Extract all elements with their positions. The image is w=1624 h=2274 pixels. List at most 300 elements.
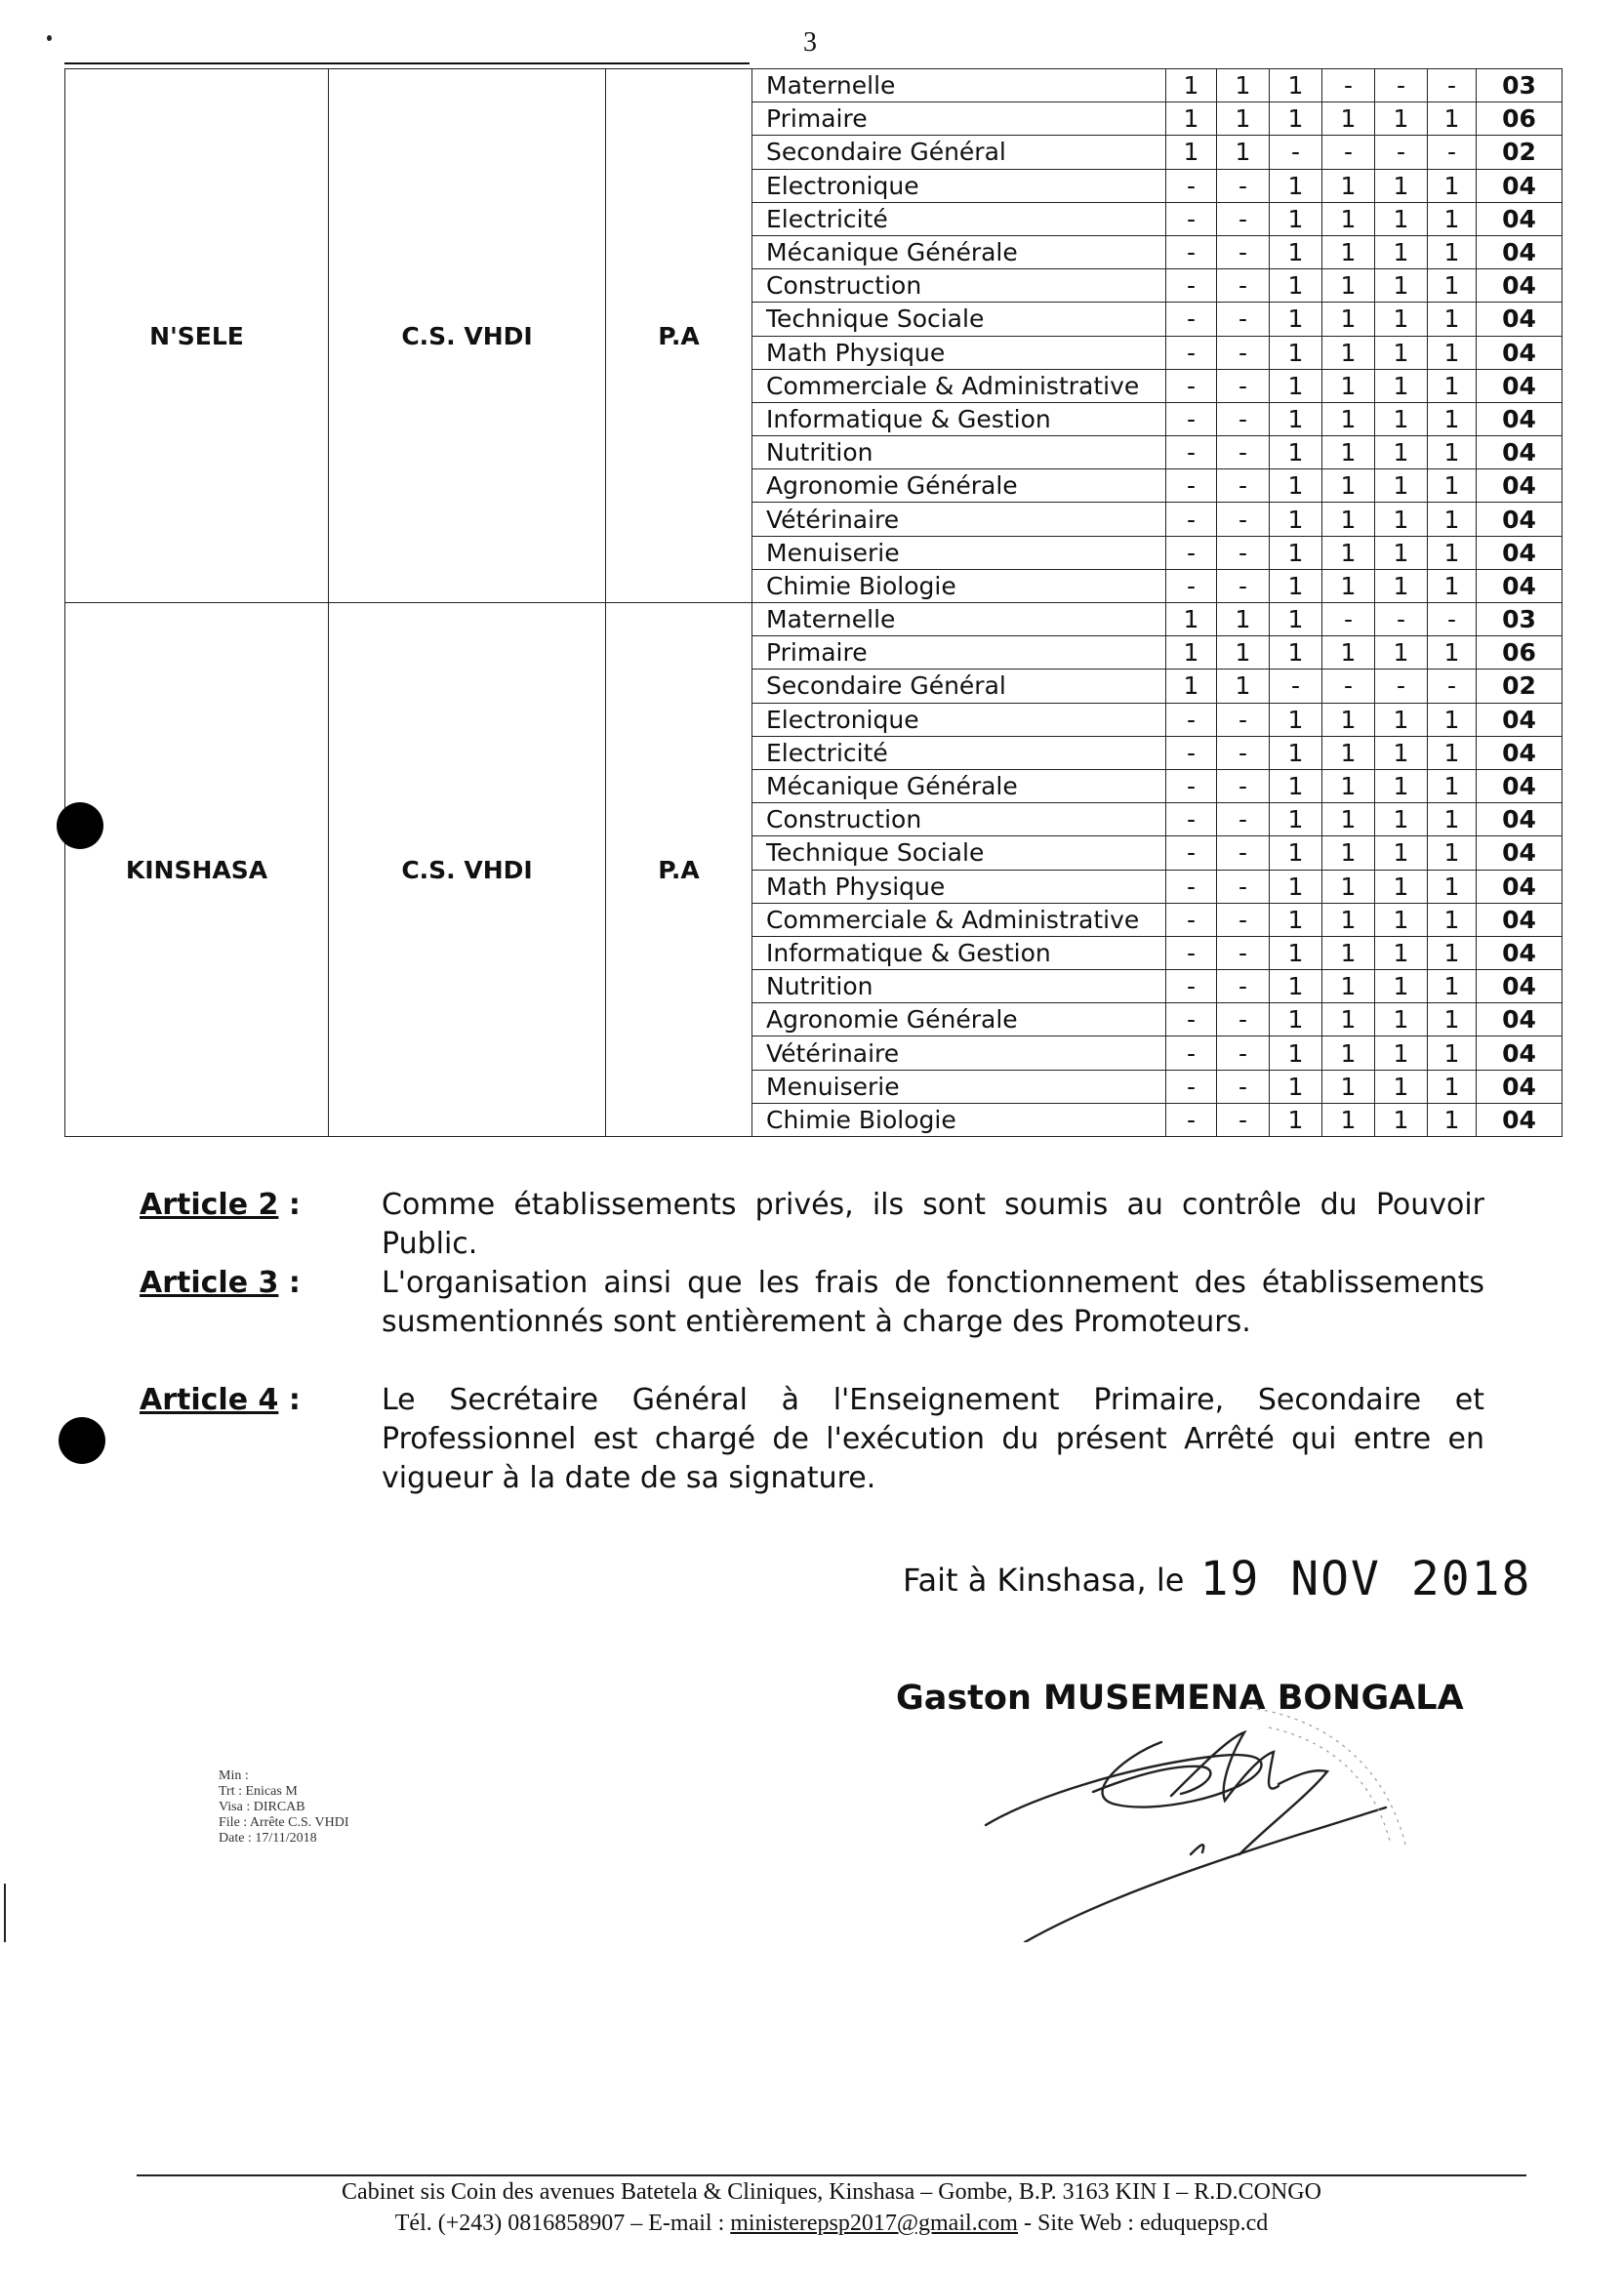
class-count-cell-4: - bbox=[1322, 670, 1375, 703]
class-count-cell-6: - bbox=[1428, 670, 1477, 703]
class-count-cell-4: - bbox=[1322, 69, 1375, 102]
total-cell: 04 bbox=[1477, 269, 1563, 303]
class-count-cell-4: 1 bbox=[1322, 169, 1375, 202]
class-count-cell-3: 1 bbox=[1270, 736, 1322, 769]
class-count-cell-6: 1 bbox=[1428, 803, 1477, 836]
article-text: Comme établissements privés, ils sont soumis au contrôle du Pouvoir Public. bbox=[382, 1188, 1484, 1261]
footer-phone: Tél. (+243) 0816858907 – E-mail : bbox=[394, 2211, 731, 2236]
class-count-cell-2: - bbox=[1217, 369, 1270, 402]
class-count-cell-2: 1 bbox=[1217, 102, 1270, 136]
class-count-cell-1: - bbox=[1166, 1070, 1217, 1103]
total-cell: 02 bbox=[1477, 670, 1563, 703]
class-count-cell-3: 1 bbox=[1270, 536, 1322, 569]
class-count-cell-5: - bbox=[1375, 136, 1428, 169]
class-count-cell-2: - bbox=[1217, 235, 1270, 268]
article-2 bbox=[140, 1186, 1486, 1261]
class-count-cell-6: 1 bbox=[1428, 970, 1477, 1003]
total-cell: 04 bbox=[1477, 836, 1563, 870]
class-count-cell-6: 1 bbox=[1428, 202, 1477, 235]
class-count-cell-2: - bbox=[1217, 269, 1270, 303]
class-count-cell-4: 1 bbox=[1322, 903, 1375, 936]
class-count-cell-4: 1 bbox=[1322, 936, 1375, 969]
total-cell: 04 bbox=[1477, 569, 1563, 602]
class-count-cell-1: - bbox=[1166, 536, 1217, 569]
status-cell: P.A bbox=[606, 603, 752, 1137]
class-count-cell-2: 1 bbox=[1217, 670, 1270, 703]
option-cell: Mécanique Générale bbox=[752, 235, 1166, 268]
option-cell: Technique Sociale bbox=[752, 303, 1166, 336]
class-count-cell-6: 1 bbox=[1428, 303, 1477, 336]
option-cell: Menuiserie bbox=[752, 536, 1166, 569]
class-count-cell-4: 1 bbox=[1322, 402, 1375, 435]
total-cell: 04 bbox=[1477, 1103, 1563, 1136]
class-count-cell-1: - bbox=[1166, 803, 1217, 836]
footer bbox=[137, 2176, 1526, 2239]
class-count-cell-3: 1 bbox=[1270, 703, 1322, 736]
class-count-cell-1: 1 bbox=[1166, 670, 1217, 703]
class-count-cell-6: 1 bbox=[1428, 269, 1477, 303]
class-count-cell-5: 1 bbox=[1375, 369, 1428, 402]
total-cell: 04 bbox=[1477, 1036, 1563, 1070]
class-count-cell-3: 1 bbox=[1270, 803, 1322, 836]
class-count-cell-5: 1 bbox=[1375, 1103, 1428, 1136]
class-count-cell-1: - bbox=[1166, 836, 1217, 870]
class-count-cell-6: - bbox=[1428, 69, 1477, 102]
class-count-cell-2: - bbox=[1217, 936, 1270, 969]
option-cell: Electricité bbox=[752, 736, 1166, 769]
class-count-cell-4: 1 bbox=[1322, 1070, 1375, 1103]
table-body bbox=[65, 69, 1563, 1137]
class-count-cell-6: 1 bbox=[1428, 903, 1477, 936]
total-cell: 04 bbox=[1477, 503, 1563, 536]
class-count-cell-4: - bbox=[1322, 136, 1375, 169]
class-count-cell-6: 1 bbox=[1428, 1103, 1477, 1136]
memo-line: Date : 17/11/2018 bbox=[219, 1831, 317, 1846]
total-cell: 02 bbox=[1477, 136, 1563, 169]
class-count-cell-3: - bbox=[1270, 670, 1322, 703]
class-count-cell-3: 1 bbox=[1270, 836, 1322, 870]
class-count-cell-5: - bbox=[1375, 69, 1428, 102]
class-count-cell-1: - bbox=[1166, 202, 1217, 235]
schools-options-table bbox=[64, 68, 1563, 1137]
option-cell: Secondaire Général bbox=[752, 670, 1166, 703]
class-count-cell-1: - bbox=[1166, 436, 1217, 469]
class-count-cell-5: 1 bbox=[1375, 703, 1428, 736]
class-count-cell-5: 1 bbox=[1375, 736, 1428, 769]
class-count-cell-4: 1 bbox=[1322, 836, 1375, 870]
class-count-cell-3: 1 bbox=[1270, 202, 1322, 235]
class-count-cell-5: 1 bbox=[1375, 636, 1428, 670]
class-count-cell-3: 1 bbox=[1270, 603, 1322, 636]
option-cell: Math Physique bbox=[752, 870, 1166, 903]
class-count-cell-6: 1 bbox=[1428, 936, 1477, 969]
class-count-cell-1: - bbox=[1166, 169, 1217, 202]
class-count-cell-1: - bbox=[1166, 936, 1217, 969]
option-cell: Menuiserie bbox=[752, 1070, 1166, 1103]
class-count-cell-6: 1 bbox=[1428, 369, 1477, 402]
footer-site-label: - Site Web : bbox=[1017, 2211, 1140, 2236]
article-text: L'organisation ainsi que les frais de fonctionnement des établissements susmentionnés sont entièrement à charge des Promoteurs. bbox=[382, 1266, 1484, 1339]
class-count-cell-5: - bbox=[1375, 603, 1428, 636]
class-count-cell-2: - bbox=[1217, 503, 1270, 536]
class-count-cell-3: 1 bbox=[1270, 970, 1322, 1003]
total-cell: 04 bbox=[1477, 235, 1563, 268]
class-count-cell-5: 1 bbox=[1375, 102, 1428, 136]
class-count-cell-4: 1 bbox=[1322, 569, 1375, 602]
class-count-cell-5: - bbox=[1375, 670, 1428, 703]
class-count-cell-4: 1 bbox=[1322, 336, 1375, 369]
class-count-cell-6: 1 bbox=[1428, 1036, 1477, 1070]
class-count-cell-2: - bbox=[1217, 1036, 1270, 1070]
option-cell: Math Physique bbox=[752, 336, 1166, 369]
total-cell: 04 bbox=[1477, 436, 1563, 469]
class-count-cell-3: 1 bbox=[1270, 303, 1322, 336]
school-cell: C.S. VHDI bbox=[329, 69, 606, 603]
option-cell: Vétérinaire bbox=[752, 503, 1166, 536]
option-cell: Technique Sociale bbox=[752, 836, 1166, 870]
class-count-cell-5: 1 bbox=[1375, 769, 1428, 802]
option-cell: Mécanique Générale bbox=[752, 769, 1166, 802]
class-count-cell-3: 1 bbox=[1270, 402, 1322, 435]
option-cell: Commerciale & Administrative bbox=[752, 903, 1166, 936]
class-count-cell-1: - bbox=[1166, 903, 1217, 936]
total-cell: 04 bbox=[1477, 870, 1563, 903]
class-count-cell-1: - bbox=[1166, 769, 1217, 802]
class-count-cell-5: 1 bbox=[1375, 870, 1428, 903]
class-count-cell-1: - bbox=[1166, 336, 1217, 369]
memo-line: Trt : Enicas M bbox=[219, 1784, 298, 1799]
class-count-cell-2: - bbox=[1217, 1003, 1270, 1036]
class-count-cell-2: - bbox=[1217, 769, 1270, 802]
class-count-cell-3: 1 bbox=[1270, 235, 1322, 268]
class-count-cell-4: 1 bbox=[1322, 469, 1375, 503]
memo-line: Min : bbox=[219, 1768, 249, 1783]
option-cell: Agronomie Générale bbox=[752, 469, 1166, 503]
total-cell: 06 bbox=[1477, 102, 1563, 136]
class-count-cell-2: - bbox=[1217, 402, 1270, 435]
class-count-cell-6: 1 bbox=[1428, 703, 1477, 736]
class-count-cell-3: 1 bbox=[1270, 1103, 1322, 1136]
class-count-cell-3: 1 bbox=[1270, 436, 1322, 469]
class-count-cell-2: - bbox=[1217, 169, 1270, 202]
class-count-cell-5: 1 bbox=[1375, 970, 1428, 1003]
class-count-cell-4: 1 bbox=[1322, 303, 1375, 336]
class-count-cell-6: 1 bbox=[1428, 336, 1477, 369]
class-count-cell-4: 1 bbox=[1322, 636, 1375, 670]
commune-cell: KINSHASA bbox=[65, 603, 329, 1137]
article-label: Article 2 bbox=[140, 1188, 279, 1222]
class-count-cell-5: 1 bbox=[1375, 436, 1428, 469]
class-count-cell-2: - bbox=[1217, 970, 1270, 1003]
handwritten-signature bbox=[976, 1698, 1425, 1942]
class-count-cell-4: 1 bbox=[1322, 870, 1375, 903]
class-count-cell-6: 1 bbox=[1428, 102, 1477, 136]
class-count-cell-1: - bbox=[1166, 569, 1217, 602]
class-count-cell-3: 1 bbox=[1270, 1003, 1322, 1036]
total-cell: 04 bbox=[1477, 402, 1563, 435]
class-count-cell-1: 1 bbox=[1166, 69, 1217, 102]
class-count-cell-3: 1 bbox=[1270, 870, 1322, 903]
class-count-cell-1: 1 bbox=[1166, 636, 1217, 670]
option-cell: Primaire bbox=[752, 636, 1166, 670]
total-cell: 03 bbox=[1477, 603, 1563, 636]
class-count-cell-4: 1 bbox=[1322, 369, 1375, 402]
option-cell: Agronomie Générale bbox=[752, 1003, 1166, 1036]
memo-block bbox=[219, 1768, 349, 1847]
class-count-cell-1: 1 bbox=[1166, 136, 1217, 169]
class-count-cell-1: - bbox=[1166, 235, 1217, 268]
footer-address: Cabinet sis Coin des avenues Batetela & Cliniques, Kinshasa – Gombe, B.P. 3163 KIN I – R.D.CONGO bbox=[342, 2179, 1321, 2205]
option-cell: Informatique & Gestion bbox=[752, 402, 1166, 435]
class-count-cell-3: 1 bbox=[1270, 636, 1322, 670]
option-cell: Construction bbox=[752, 269, 1166, 303]
class-count-cell-6: - bbox=[1428, 136, 1477, 169]
page-number: 3 bbox=[803, 27, 817, 58]
class-count-cell-6: 1 bbox=[1428, 836, 1477, 870]
class-count-cell-2: - bbox=[1217, 1103, 1270, 1136]
option-cell: Electronique bbox=[752, 703, 1166, 736]
option-cell: Chimie Biologie bbox=[752, 1103, 1166, 1136]
table-row bbox=[65, 603, 1563, 636]
class-count-cell-1: - bbox=[1166, 1003, 1217, 1036]
class-count-cell-2: - bbox=[1217, 536, 1270, 569]
margin-mark bbox=[4, 1884, 6, 1942]
class-count-cell-2: - bbox=[1217, 469, 1270, 503]
memo-line: Visa : DIRCAB bbox=[219, 1800, 305, 1814]
class-count-cell-4: 1 bbox=[1322, 736, 1375, 769]
article-4 bbox=[140, 1381, 1486, 1498]
class-count-cell-5: 1 bbox=[1375, 1070, 1428, 1103]
total-cell: 04 bbox=[1477, 469, 1563, 503]
class-count-cell-3: 1 bbox=[1270, 903, 1322, 936]
class-count-cell-1: - bbox=[1166, 1103, 1217, 1136]
class-count-cell-4: 1 bbox=[1322, 102, 1375, 136]
class-count-cell-3: 1 bbox=[1270, 503, 1322, 536]
class-count-cell-6: 1 bbox=[1428, 636, 1477, 670]
class-count-cell-4: 1 bbox=[1322, 536, 1375, 569]
total-cell: 03 bbox=[1477, 69, 1563, 102]
class-count-cell-3: 1 bbox=[1270, 769, 1322, 802]
article-sep: : bbox=[278, 1266, 301, 1300]
place-prefix: Fait à Kinshasa, le bbox=[903, 1562, 1185, 1599]
punch-hole-bottom bbox=[59, 1417, 105, 1464]
top-rule bbox=[64, 62, 750, 64]
option-cell: Construction bbox=[752, 803, 1166, 836]
class-count-cell-3: 1 bbox=[1270, 169, 1322, 202]
total-cell: 04 bbox=[1477, 769, 1563, 802]
article-label: Article 4 bbox=[140, 1383, 279, 1417]
total-cell: 04 bbox=[1477, 970, 1563, 1003]
article-label: Article 3 bbox=[140, 1266, 279, 1300]
option-cell: Maternelle bbox=[752, 69, 1166, 102]
class-count-cell-2: - bbox=[1217, 703, 1270, 736]
class-count-cell-5: 1 bbox=[1375, 269, 1428, 303]
class-count-cell-1: - bbox=[1166, 736, 1217, 769]
status-cell: P.A bbox=[606, 69, 752, 603]
total-cell: 04 bbox=[1477, 936, 1563, 969]
article-sep: : bbox=[278, 1383, 301, 1417]
class-count-cell-4: 1 bbox=[1322, 769, 1375, 802]
class-count-cell-2: - bbox=[1217, 736, 1270, 769]
class-count-cell-2: 1 bbox=[1217, 603, 1270, 636]
class-count-cell-2: - bbox=[1217, 903, 1270, 936]
class-count-cell-5: 1 bbox=[1375, 536, 1428, 569]
class-count-cell-2: - bbox=[1217, 569, 1270, 602]
class-count-cell-2: 1 bbox=[1217, 636, 1270, 670]
footer-contact bbox=[137, 2208, 1526, 2239]
class-count-cell-4: - bbox=[1322, 603, 1375, 636]
class-count-cell-3: 1 bbox=[1270, 1036, 1322, 1070]
option-cell: Nutrition bbox=[752, 436, 1166, 469]
class-count-cell-5: 1 bbox=[1375, 936, 1428, 969]
class-count-cell-1: - bbox=[1166, 402, 1217, 435]
class-count-cell-3: 1 bbox=[1270, 369, 1322, 402]
class-count-cell-4: 1 bbox=[1322, 1103, 1375, 1136]
class-count-cell-2: - bbox=[1217, 870, 1270, 903]
table-row bbox=[65, 69, 1563, 102]
class-count-cell-2: - bbox=[1217, 336, 1270, 369]
class-count-cell-4: 1 bbox=[1322, 803, 1375, 836]
total-cell: 04 bbox=[1477, 1070, 1563, 1103]
class-count-cell-5: 1 bbox=[1375, 903, 1428, 936]
option-cell: Primaire bbox=[752, 102, 1166, 136]
class-count-cell-1: - bbox=[1166, 303, 1217, 336]
class-count-cell-1: 1 bbox=[1166, 102, 1217, 136]
class-count-cell-4: 1 bbox=[1322, 436, 1375, 469]
class-count-cell-1: - bbox=[1166, 269, 1217, 303]
option-cell: Vétérinaire bbox=[752, 1036, 1166, 1070]
option-cell: Maternelle bbox=[752, 603, 1166, 636]
option-cell: Informatique & Gestion bbox=[752, 936, 1166, 969]
class-count-cell-6: 1 bbox=[1428, 736, 1477, 769]
total-cell: 04 bbox=[1477, 536, 1563, 569]
class-count-cell-3: 1 bbox=[1270, 102, 1322, 136]
class-count-cell-4: 1 bbox=[1322, 970, 1375, 1003]
class-count-cell-3: 1 bbox=[1270, 269, 1322, 303]
class-count-cell-6: 1 bbox=[1428, 469, 1477, 503]
footer-email-link[interactable]: ministerepsp2017@gmail.com bbox=[730, 2211, 1018, 2236]
total-cell: 04 bbox=[1477, 303, 1563, 336]
class-count-cell-5: 1 bbox=[1375, 202, 1428, 235]
class-count-cell-3: 1 bbox=[1270, 336, 1322, 369]
class-count-cell-2: - bbox=[1217, 436, 1270, 469]
class-count-cell-2: 1 bbox=[1217, 69, 1270, 102]
class-count-cell-4: 1 bbox=[1322, 202, 1375, 235]
class-count-cell-5: 1 bbox=[1375, 235, 1428, 268]
article-sep: : bbox=[278, 1188, 301, 1222]
class-count-cell-5: 1 bbox=[1375, 402, 1428, 435]
class-count-cell-6: 1 bbox=[1428, 503, 1477, 536]
class-count-cell-3: 1 bbox=[1270, 936, 1322, 969]
punch-hole-top bbox=[57, 802, 103, 849]
class-count-cell-1: - bbox=[1166, 469, 1217, 503]
place-date-line bbox=[903, 1552, 1531, 1606]
footer-website-link[interactable]: eduquepsp.cd bbox=[1139, 2211, 1269, 2236]
class-count-cell-4: 1 bbox=[1322, 703, 1375, 736]
article-text: Le Secrétaire Général à l'Enseignement Primaire, Secondaire et Professionnel est chargé de l'exécution du présent Arrêté qui entre en vigueur à la date de sa signature. bbox=[382, 1383, 1484, 1495]
total-cell: 04 bbox=[1477, 202, 1563, 235]
total-cell: 04 bbox=[1477, 336, 1563, 369]
class-count-cell-3: 1 bbox=[1270, 69, 1322, 102]
class-count-cell-2: - bbox=[1217, 202, 1270, 235]
class-count-cell-3: 1 bbox=[1270, 469, 1322, 503]
class-count-cell-1: - bbox=[1166, 503, 1217, 536]
class-count-cell-4: 1 bbox=[1322, 503, 1375, 536]
class-count-cell-5: 1 bbox=[1375, 803, 1428, 836]
total-cell: 04 bbox=[1477, 903, 1563, 936]
option-cell: Secondaire Général bbox=[752, 136, 1166, 169]
article-3 bbox=[140, 1264, 1486, 1342]
class-count-cell-3: 1 bbox=[1270, 1070, 1322, 1103]
class-count-cell-5: 1 bbox=[1375, 303, 1428, 336]
total-cell: 04 bbox=[1477, 369, 1563, 402]
class-count-cell-5: 1 bbox=[1375, 469, 1428, 503]
total-cell: 04 bbox=[1477, 736, 1563, 769]
signer-name: Gaston MUSEMENA BONGALA bbox=[896, 1679, 1464, 1718]
class-count-cell-4: 1 bbox=[1322, 269, 1375, 303]
class-count-cell-6: 1 bbox=[1428, 1003, 1477, 1036]
class-count-cell-6: 1 bbox=[1428, 1070, 1477, 1103]
class-count-cell-6: 1 bbox=[1428, 536, 1477, 569]
class-count-cell-5: 1 bbox=[1375, 503, 1428, 536]
class-count-cell-6: 1 bbox=[1428, 569, 1477, 602]
option-cell: Electronique bbox=[752, 169, 1166, 202]
class-count-cell-6: 1 bbox=[1428, 436, 1477, 469]
class-count-cell-1: - bbox=[1166, 369, 1217, 402]
class-count-cell-5: 1 bbox=[1375, 169, 1428, 202]
class-count-cell-6: 1 bbox=[1428, 870, 1477, 903]
memo-line: File : Arrête C.S. VHDI bbox=[219, 1815, 349, 1830]
class-count-cell-1: - bbox=[1166, 970, 1217, 1003]
option-cell: Chimie Biologie bbox=[752, 569, 1166, 602]
class-count-cell-6: 1 bbox=[1428, 402, 1477, 435]
class-count-cell-2: - bbox=[1217, 1070, 1270, 1103]
class-count-cell-4: 1 bbox=[1322, 1036, 1375, 1070]
total-cell: 04 bbox=[1477, 803, 1563, 836]
class-count-cell-2: - bbox=[1217, 836, 1270, 870]
total-cell: 04 bbox=[1477, 703, 1563, 736]
option-cell: Electricité bbox=[752, 202, 1166, 235]
class-count-cell-2: 1 bbox=[1217, 136, 1270, 169]
total-cell: 04 bbox=[1477, 1003, 1563, 1036]
commune-cell: N'SELE bbox=[65, 69, 329, 603]
class-count-cell-4: 1 bbox=[1322, 235, 1375, 268]
class-count-cell-5: 1 bbox=[1375, 569, 1428, 602]
class-count-cell-5: 1 bbox=[1375, 336, 1428, 369]
class-count-cell-6: 1 bbox=[1428, 769, 1477, 802]
class-count-cell-4: 1 bbox=[1322, 1003, 1375, 1036]
class-count-cell-1: - bbox=[1166, 703, 1217, 736]
date-stamp: 19 NOV 2018 bbox=[1199, 1552, 1532, 1606]
scan-dot bbox=[47, 35, 52, 41]
school-cell: C.S. VHDI bbox=[329, 603, 606, 1137]
class-count-cell-6: - bbox=[1428, 603, 1477, 636]
class-count-cell-6: 1 bbox=[1428, 235, 1477, 268]
class-count-cell-2: - bbox=[1217, 303, 1270, 336]
class-count-cell-1: - bbox=[1166, 1036, 1217, 1070]
option-cell: Commerciale & Administrative bbox=[752, 369, 1166, 402]
class-count-cell-6: 1 bbox=[1428, 169, 1477, 202]
class-count-cell-1: - bbox=[1166, 870, 1217, 903]
class-count-cell-3: 1 bbox=[1270, 569, 1322, 602]
total-cell: 04 bbox=[1477, 169, 1563, 202]
total-cell: 06 bbox=[1477, 636, 1563, 670]
class-count-cell-5: 1 bbox=[1375, 836, 1428, 870]
class-count-cell-5: 1 bbox=[1375, 1036, 1428, 1070]
class-count-cell-1: 1 bbox=[1166, 603, 1217, 636]
option-cell: Nutrition bbox=[752, 970, 1166, 1003]
class-count-cell-3: - bbox=[1270, 136, 1322, 169]
